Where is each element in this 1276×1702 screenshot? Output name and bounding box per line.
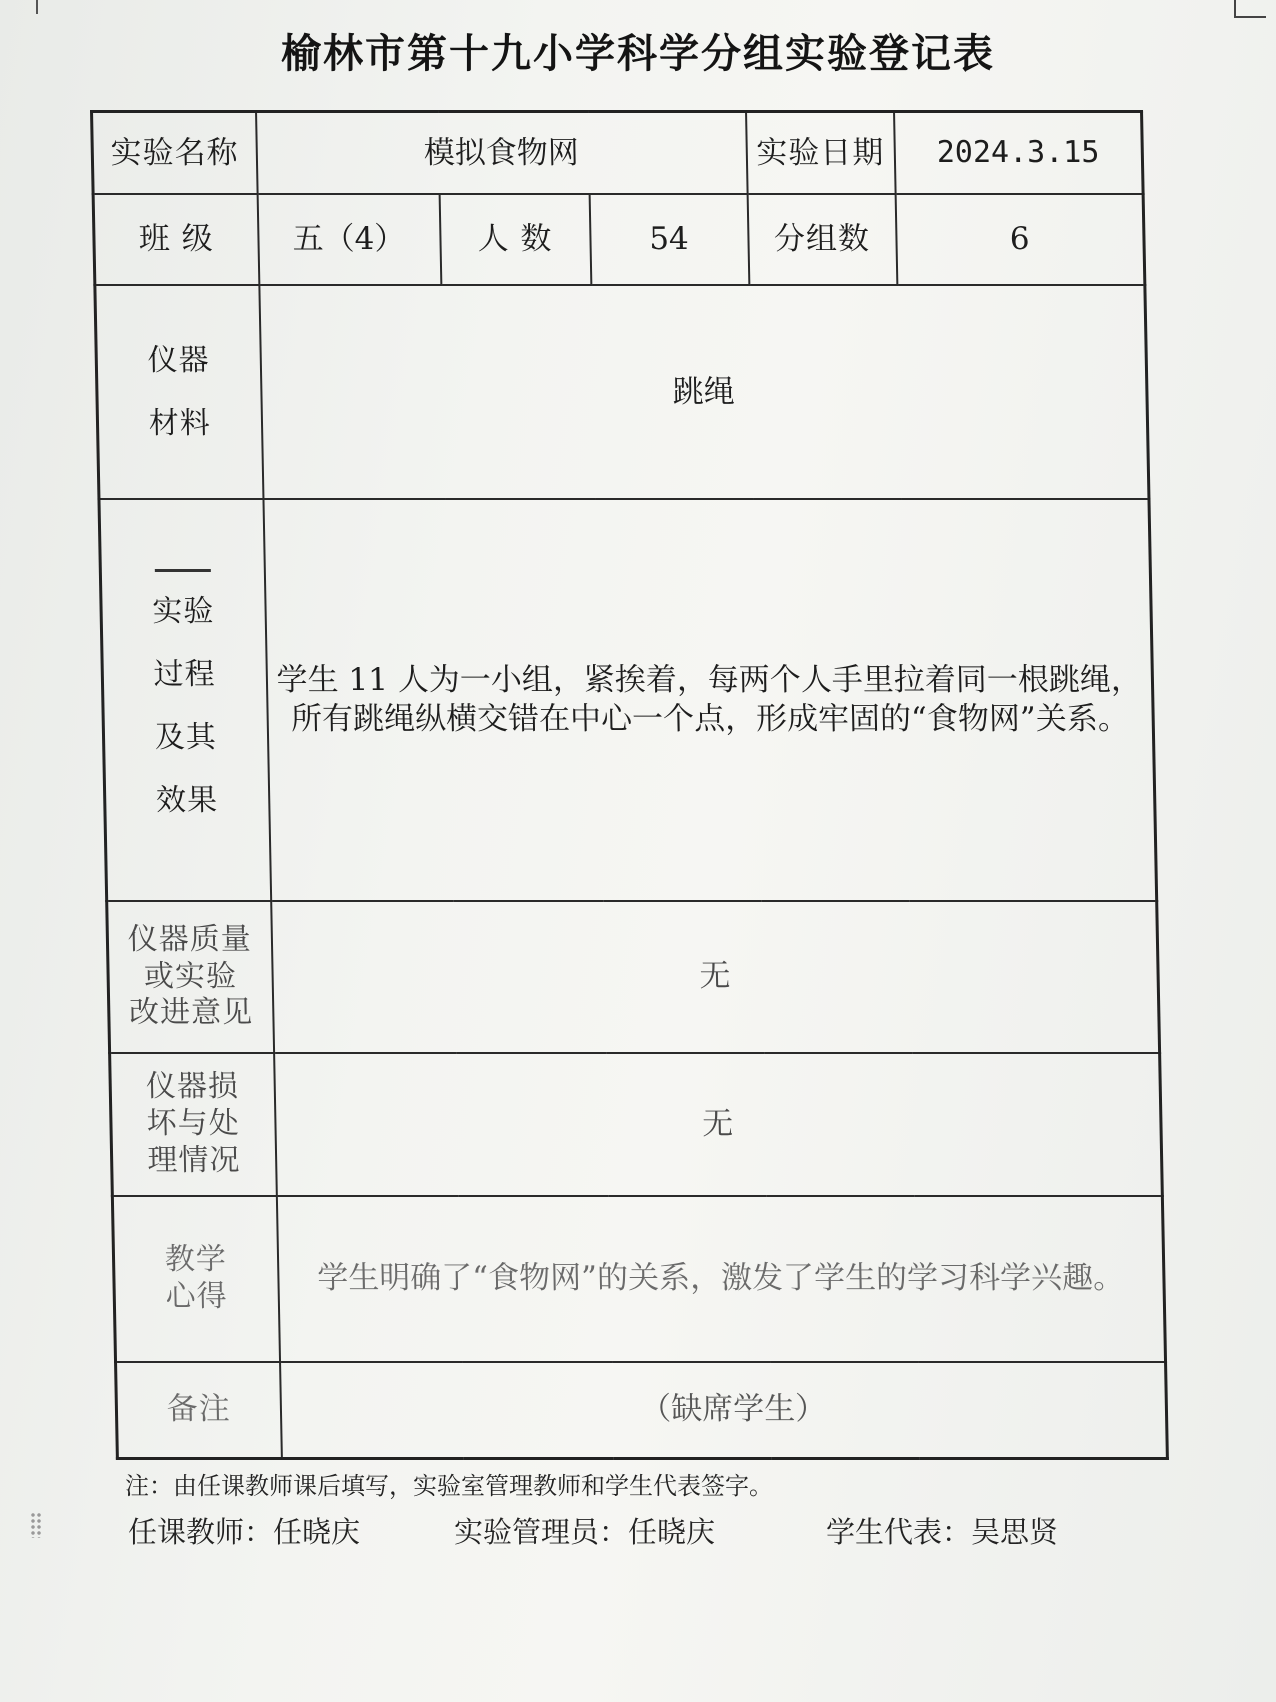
table-row <box>116 1362 1168 1459</box>
reflection-label <box>112 1196 279 1362</box>
table-row <box>110 1053 1163 1196</box>
experiment-name-label: 实验名称 <box>92 112 258 195</box>
people-label: 人 数 <box>439 194 591 285</box>
page-title: 榆林市第十九小学科学分组实验登记表 <box>281 31 995 77</box>
quality-label-line: 改进意见 <box>128 995 254 1031</box>
materials-label <box>95 285 263 499</box>
teacher-signature: 任课教师：任晓庆 <box>128 1515 361 1549</box>
table-row <box>93 194 1145 285</box>
damage-label-line: 理情况 <box>147 1142 241 1178</box>
damage-label <box>110 1053 277 1196</box>
class-label: 班 级 <box>93 194 259 285</box>
quality-label-line: 或实验 <box>143 958 238 994</box>
quality-value: 无 <box>271 901 1160 1052</box>
remarks-value: （缺席学生） <box>280 1362 1168 1459</box>
reflection-label-line: 心得 <box>165 1278 228 1314</box>
table-row <box>99 499 1157 901</box>
quality-label <box>107 901 274 1052</box>
page-corner-mark <box>1234 0 1266 18</box>
date-value: 2024.3.15 <box>894 112 1144 195</box>
pen-stroke-mark <box>155 569 211 572</box>
people-value: 54 <box>589 194 749 285</box>
admin-signature: 实验管理员：任晓庆 <box>454 1515 716 1549</box>
process-label <box>99 499 271 901</box>
quality-label-line: 仪器质量 <box>127 921 253 957</box>
damage-label-line: 仪器损 <box>145 1069 240 1105</box>
class-value: 五（4） <box>257 194 441 285</box>
groups-label: 分组数 <box>747 194 897 285</box>
damage-value: 无 <box>274 1053 1163 1196</box>
page-corner-mark <box>22 0 38 14</box>
drag-grip-icon[interactable] <box>30 1512 42 1538</box>
materials-label-line: 材料 <box>148 406 212 442</box>
process-label-line: 过程 <box>153 656 216 692</box>
table-row <box>112 1196 1165 1362</box>
process-label-line: 及其 <box>154 719 218 755</box>
materials-value: 跳绳 <box>259 285 1149 499</box>
reflection-label-line: 教学 <box>164 1242 228 1278</box>
table-row <box>95 285 1149 499</box>
materials-label-line: 仪器 <box>147 343 210 379</box>
student-signature: 学生代表：吴思贤 <box>826 1515 1059 1549</box>
process-label-line: 效果 <box>155 782 219 818</box>
process-label-line: 实验 <box>152 593 215 629</box>
experiment-name-value: 模拟食物网 <box>256 112 748 195</box>
form-note: 注：由任课教师课后填写，实验室管理教师和学生代表签字。 <box>125 1472 773 1500</box>
remarks-label: 备注 <box>116 1362 282 1459</box>
date-label: 实验日期 <box>746 112 896 195</box>
groups-value: 6 <box>895 194 1145 285</box>
reflection-value: 学生明确了“食物网”的关系，激发了学生的学习科学兴趣。 <box>276 1196 1165 1362</box>
registration-form <box>90 110 1166 1460</box>
registration-table <box>90 110 1169 1460</box>
table-row <box>92 112 1144 195</box>
process-value: 学生 11 人为一小组，紧挨着，每两个人手里拉着同一根跳绳，所有跳绳纵横交错在中心一个点，形成牢固的“食物网”关系。 <box>263 499 1157 901</box>
table-row <box>107 901 1160 1052</box>
damage-label-line: 坏与处 <box>146 1105 241 1141</box>
